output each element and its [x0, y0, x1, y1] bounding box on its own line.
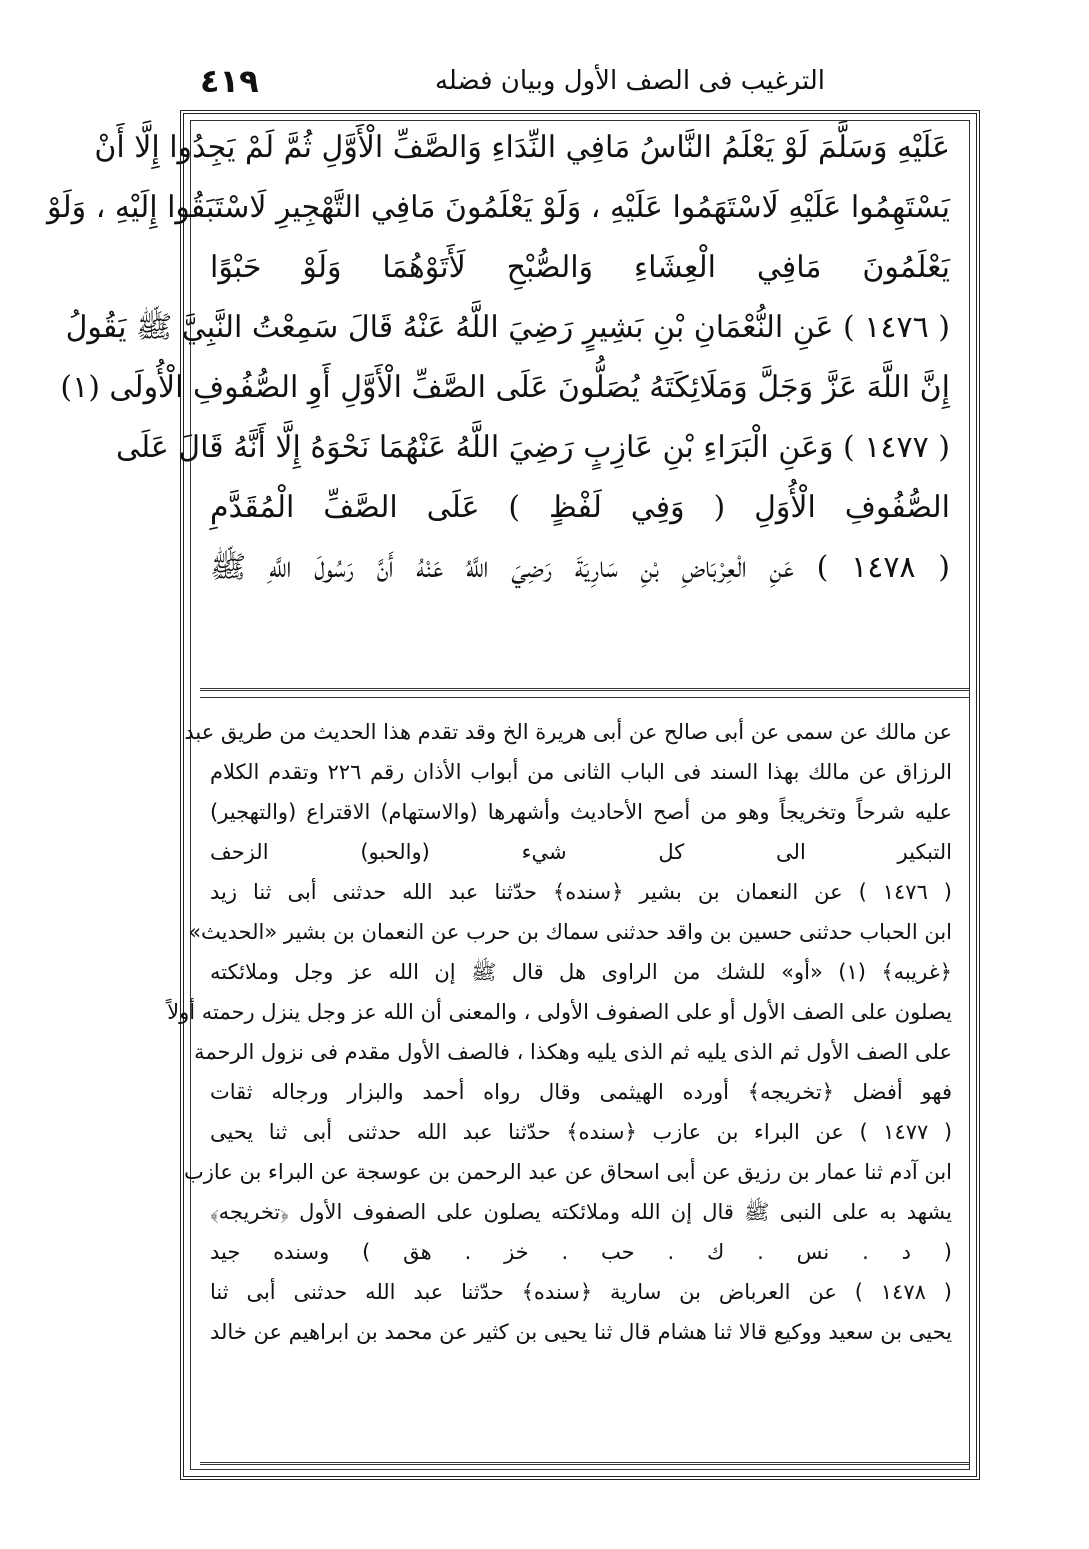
note-line: ( ١٤٧٦ ) عن النعمان بن بشير ﴿سنده﴾ حدّثنا عبد الله حدثنى أبى ثنا زيد	[210, 880, 952, 904]
note-line: ابن آدم ثنا عمار بن رزيق عن أبى اسحاق عن عبد الرحمن بن عوسجة عن البراء بن عازب	[184, 1160, 952, 1184]
note-line: يحيى بن سعيد ووكيع قالا ثنا هشام قال ثنا يحيى بن كثير عن محمد بن ابراهيم عن خالد	[210, 1320, 952, 1344]
note-line: ( ١٤٧٨ ) عن العرباض بن سارية ﴿سنده﴾ حدّثنا عبد الله حدثنى أبى ثنا	[210, 1280, 952, 1304]
section-divider	[200, 688, 970, 698]
hadith-line: يَسْتَهِمُوا عَلَيْهِ لَاسْتَهَمُوا عَلَيْهِ ، وَلَوْ يَعْلَمُونَ مَافِي التَّهْجِيرِ لَاسْتَبَقُوا إِلَيْهِ ، وَلَوْ	[47, 190, 950, 225]
page-header	[180, 58, 980, 108]
note-line: عن مالك عن سمى عن أبى صالح عن أبى هريرة الخ وقد تقدم هذا الحديث من طريق عبد	[184, 720, 952, 744]
note-line: يشهد به على النبى ﷺ قال إن الله وملائكته يصلون على الصفوف الأول ﴿تخريجه﴾	[210, 1200, 952, 1224]
hadith-line: ( ١٤٧٨ ) عَنِ الْعِرْبَاضِ بْنِ سَارِيَةَ رَضِيَ اللَّهُ عَنْهُ أَنَّ رَسُولَ اللَّهِ ﷺ	[210, 550, 950, 585]
note-line: ( ١٤٧٧ ) عن البراء بن عازب ﴿سنده﴾ حدّثنا عبد الله حدثنى أبى ثنا يحيى	[210, 1120, 953, 1144]
note-line: على الصف الأول ثم الذى يليه ثم الذى يليه وهكذا ، فالصف الأول مقدم فى نزول الرحمة	[194, 1040, 952, 1064]
hadith-line: عَلَيْهِ وَسَلَّمَ لَوْ يَعْلَمُ النَّاسُ مَافِي النِّدَاءِ وَالصَّفِّ الْأَوَّلِ ثُمَّ لَمْ يَجِدُوا إِلَّا أَنْ	[94, 130, 950, 165]
hadith-line: ( ١٤٧٦ ) عَنِ النُّعْمَانِ بْنِ بَشِيرٍ رَضِيَ اللَّهُ عَنْهُ قَالَ سَمِعْتُ النَّبِيَّ ﷺ يَقُولُ	[65, 310, 950, 345]
note-line: التبكير الى كل شيء (والحبو) الزحف	[210, 840, 952, 864]
note-line: فهو أفضل ﴿تخريجه﴾ أورده الهيثمى وقال رواه أحمد والبزار ورجاله ثقات	[210, 1080, 952, 1104]
running-title: الترغيب فى الصف الأول وبيان فضله	[434, 66, 825, 96]
hadith-line: يَعْلَمُونَ مَافِي الْعِشَاءِ وَالصُّبْحِ لَأَتَوْهُمَا وَلَوْ حَبْوًا	[210, 250, 950, 285]
commentary-notes	[167, 712, 953, 1352]
note-line: الرزاق عن مالك بهذا السند فى الباب الثانى من أبواب الأذان رقم ٢٢٦ وتقدم الكلام	[210, 760, 952, 784]
hadith-line: الصُّفُوفِ الْأُوَلِ ( وَفِي لَفْظٍ ) عَلَى الصَّفِّ الْمُقَدَّمِ	[210, 490, 950, 525]
hadith-line: ( ١٤٧٧ ) وَعَنِ الْبَرَاءِ بْنِ عَازِبٍ رَضِيَ اللَّهُ عَنْهُمَا نَحْوَهُ إِلَّا أَنَّهُ قَالَ عَلَى	[115, 430, 950, 465]
hadith-text	[47, 118, 950, 598]
note-line: ( د . نس . ك . حب . خز . هق ) وسنده جيد	[210, 1240, 952, 1264]
note-line: ﴿غريبه﴾ (١) «أو» للشك من الراوى هل قال ﷺ إن الله عز وجل وملائكته	[210, 960, 952, 984]
note-line: عليه شرحاً وتخريجاً وهو من أصح الأحاديث وأشهرها (والاستهام) الاقتراع (والتهجير)	[210, 800, 952, 824]
note-line: يصلون على الصف الأول أو على الصفوف الأولى ، والمعنى أن الله عز وجل ينزل رحمته أولاً	[167, 1000, 952, 1024]
bottom-rule	[200, 1462, 970, 1471]
page-number: ٤١٩	[200, 62, 259, 100]
note-line: ابن الحباب حدثنى حسين بن واقد حدثنى سماك بن حرب عن النعمان بن بشير «الحديث»	[188, 920, 952, 944]
hadith-line: إِنَّ اللَّهَ عَزَّ وَجَلَّ وَمَلَائِكَتَهُ يُصَلُّونَ عَلَى الصَّفِّ الْأَوَّلِ أَوِ الصُّفُوفِ الْأُولَى (١)	[60, 370, 950, 405]
